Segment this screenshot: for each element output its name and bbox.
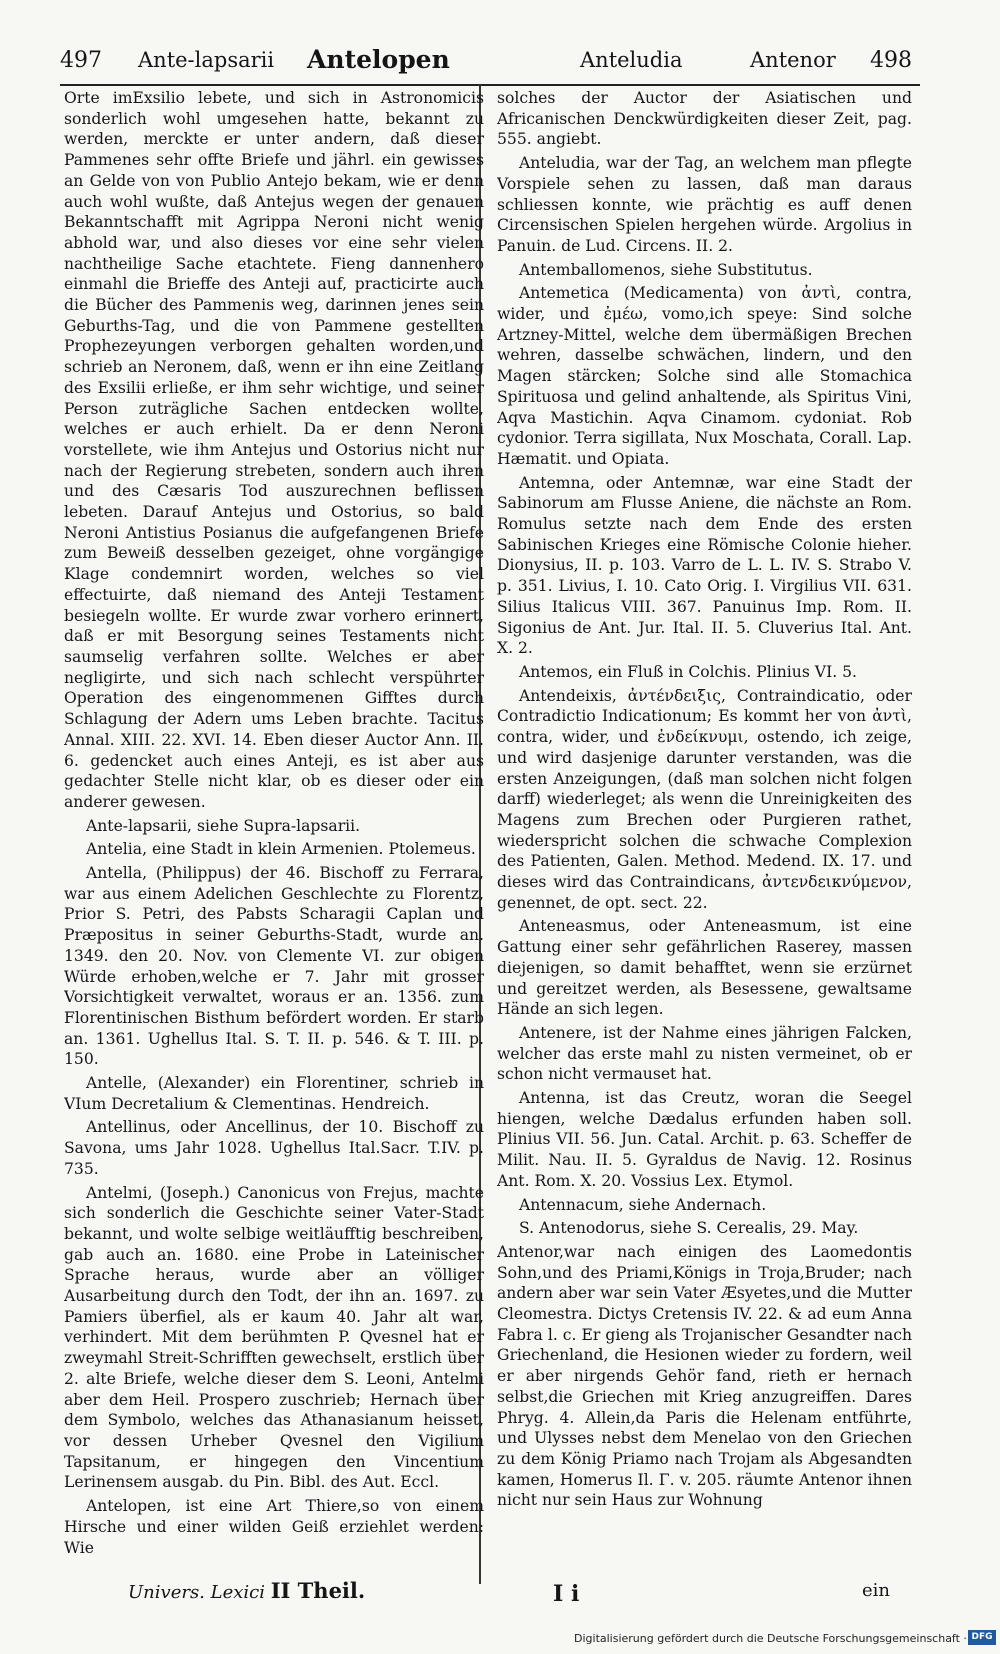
left-column (64, 88, 484, 1568)
entry-paragraph: Antelle, (Alexander) ein Florentiner, schrieb in VIum Decretalium & Clementinas. Hendreich. (64, 1074, 484, 1113)
entry-paragraph: Antelopen, ist eine Art Thiere,so von einem Hirsche und einer wilden Geiß erziehlet werden: Wie (64, 1497, 484, 1557)
entry-paragraph: Antelmi, (Joseph.) Canonicus von Frejus, machte sich sonderlich die Geschichte seiner Vater-Stadt bekannt, und wolte selbige weitläufftig beschreiben, gab auch an. 1680. eine Probe in Lateinischer Sprache heraus, wurde aber an völliger Ausarbeitung durch den Todt, der ihn an. 1697. zu Pamiers überfiel, als er kaum 40. Jahr alt war, verhindert. Mit dem berühmten P. Qvesnel hat er zweymahl Streit-Schrifften gewechselt, erstlich über 2. alte Briefe, welche dieser dem S. Leoni, Antelmi aber dem Heil. Prospero zuschrieb; Hernach über dem Symbolo, welches das Athanasianum heisset, vor dessen Urheber Qvesnel den Vigilium Tapsitanum, er hingegen den Vincentium Lerinensem ausgab. du Pin. Bibl. des Aut. Eccl. (64, 1183, 484, 1492)
volume-label-title: Univers. Lexici (128, 1582, 265, 1603)
right-page-number: 498 (870, 48, 912, 73)
entry-paragraph: Anteneasmus, oder Anteneasmum, ist eine Gattung einer sehr gefährlichen Raserey, massen diejenigen, so damit behafftet, wenn sie erzürnet und gereitzet werden, als Besessene, gewaltsame Hände an sich legen. (497, 917, 912, 1019)
entry-paragraph: Antendeixis, ἀντένδειξις, Contraindicatio, oder Contradictio Indicationum; Es kommt her von ἀντὶ, contra, wider, und ἐνδείκνυμι, ostendo, ich zeige, und wird dasjenige darunter verstanden, was die ersten Anzeigungen, (daß man solchen nicht folgen darff) wiederleget; als wenn die Unreinigkeiten des Magens zum Brechen oder Purgieren rathet, wiederspricht solchen die schwache Complexion des Patienten, Galen. Method. Medend. IX. 17. und dieses wird das Contraindicans, ἀντενδεικνύμενον, genennet, de opt. sect. 22. (497, 686, 912, 912)
entry-paragraph: Antenna, ist das Creutz, woran die Seegel hiengen, welche Dædalus erfunden haben soll. Plinius VII. 56. Jun. Catal. Archit. p. 63. Scheffer de Milit. Nau. II. 5. Gyraldus de Navig. 12. Rosinus Ant. Rom. X. 20. Vossius Lex. Etymol. (497, 1089, 912, 1190)
entry-paragraph: Antennacum, siehe Andernach. (519, 1195, 767, 1214)
volume-label-part: II Theil. (270, 1578, 366, 1603)
left-running-head: Ante-lapsarii (138, 48, 275, 72)
entry-paragraph: Ante-lapsarii, siehe Supra-lapsarii. (86, 816, 361, 835)
entry-paragraph: Antemetica (Medicamenta) von ἀντὶ, contra, wider, und ἐμέω, vomo,ich speye: Sind solche Artzney-Mittel, welche dem übermäßigen Brechen wehren, dasselbe schwächen, lindern, und den Magen stärcken; Solche sind alle Stomachica Spirituosa und gelind anhaltende, als Spiritus Vini, Aqva Mastichin. Aqva Cinamom. cydoniat. Rob cydonior. Terra sigillata, Nux Moschata, Corall. Lap. Hæmatit. und Opiata. (497, 284, 912, 468)
digitization-credit: Digitalisierung gefördert durch die Deutsche Forschungsgemeinschaft · (574, 1632, 967, 1645)
entry-paragraph: Antenere, ist der Nahme eines jährigen Falcken, welcher das erste mahl zu nisten vermeinet, ob er schon nicht vermauset hat. (497, 1023, 912, 1084)
left-page-number: 497 (60, 48, 102, 73)
volume-label (128, 1578, 365, 1603)
right-running-head-2: Antenor (750, 48, 836, 72)
entry-paragraph: Anteludia, war der Tag, an welchem man pflegte Vorspiele sehen zu lassen, daß man daraus schliessen konnte, wie prächtig es auff denen Circensischen Spielen hergehen würde. Argolius in Panuin. de Lud. Circens. II. 2. (497, 154, 912, 255)
entry-paragraph: S. Antenodorus, siehe S. Cerealis, 29. May. (519, 1219, 859, 1238)
entry-paragraph: solches der Auctor der Asiatischen und Africanischen Denckwürdigkeiten dieser Zeit, pag. 555. angiebt. (497, 89, 912, 149)
entry-paragraph: Antellinus, oder Ancellinus, der 10. Bischoff zu Savona, ums Jahr 1028. Ughellus Ital.Sacr. T.IV. p. 735. (64, 1118, 484, 1178)
entry-paragraph: Antemballomenos, siehe Substitutus. (519, 260, 813, 279)
entry-paragraph: Antenor,war nach einigen des Laomedontis Sohn,und des Priami,Königs in Troja,Bruder; nach andern aber war sein Vater Æsyetes,und die Mutter Cleomestra. Dictys Cretensis IV. 22. & ad eum Anna Fabra l. c. Er gieng als Trojanischer Gesandter nach Griechenland, die Hesionen wieder zu fordern, weil er aber nirgends Gehör fand, rieth er hernach selbst,die Griechen mit Krieg anzugreiffen. Dares Phryg. 4. Allein,da Paris die Helenam entführte, und Ulysses nebst dem Menelao von den Griechen zu dem König Priamo nach Trojam als Abgesandten kamen, Homerus Il. Γ. v. 205. räumte Antenor ihnen nicht nur sein Haus zur Wohnung (497, 1242, 912, 1510)
entry-paragraph: Antelia, eine Stadt in klein Armenien. Ptolemeus. (86, 840, 476, 859)
page-header (60, 44, 920, 86)
entry-paragraph: Antella, (Philippus) der 46. Bischoff zu Ferrara, war aus einem Adelichen Geschlechte zu Florentz, Prior S. Petri, des Pabsts Scharagii Caplan und Præpositus in seiner Geburths-Stadt, wurde an. 1349. den 20. Nov. von Clemente VI. zur obigen Würde erhoben,welche er 7. Jahr mit grosser Vorsichtigkeit verwaltet, woraus er an. 1356. zum Florentinischen Bisthum befördert worden. Er starb an. 1361. Ughellus Ital. S. T. II. p. 546. & T. III. p. 150. (64, 864, 484, 1069)
entry-paragraph: Orte imExsilio lebete, und sich in Astronomicis sonderlich wohl umgesehen hatte, bekannt zu werden, merckte er unter andern, daß dieser Pammenes sehr offte Briefe und jährl. ein gewisses an Gelde von von Publio Antejo bekam, wie er denn auch wohl wußte, daß Antejus wegen der genauen Bekanntschafft mit Agrippa Neroni nicht wenig abhold war, und also dieses vor eine sehr vielen nachtheilige Sache etachtete. Fieng dannenhero einmahl die Brieffe des Anteji auf, practicirte auch die Bücher des Pammenis weg, darinnen jenes sein Geburths-Tag, und die von Pammene gestellten Prophezeyungen verborgen gehalten worden,und schrieb an Neronem, daß, wenn er ihn eine Zeitlang des Exsilii erließe, er ihm sehr wichtige, und seiner Person zuträgliche Sachen entdecken wollte, welches er auch erhielt. Da er denn Neroni vorstellete, wie ihm Antejus und Ostorius nicht nur nach der Regierung strebeten, sondern auch ihren und des Cæsaris Tod auszurechnen beflissen lebeten. Darauf Antejus und Ostorius, so bald Neroni Antistius Posianus die aufgefangenen Briefe zum Beweiß desselben gezeiget, ohne vorgängige Klage condemnirt worden, welches so viel effectuirte, daß niemand des Anteji Testament besiegeln wollte. Er wurde zwar vorhero erinnert, daß er mit Besorgung seines Testaments nicht saumselig verfahren sollte. Welches er aber negligirte, und sich nach schlecht verspührter Operation des eingenommenen Gifftes durch Schlagung der Adern ums Leben brachte. Tacitus Annal. XIII. 22. XVI. 14. Eben dieser Auctor Ann. II. 6. gedencket auch eines Anteji, es ist aber aus gedachter Stelle nicht klar, ob es dieser oder ein anderer gewesen. (64, 89, 484, 811)
signature-mark: I i (553, 1581, 580, 1607)
center-running-head: Antelopen (307, 45, 450, 74)
right-column (497, 88, 912, 1568)
catchword: ein (862, 1580, 891, 1601)
right-running-head-1: Anteludia (580, 48, 683, 72)
entry-paragraph: Antemos, ein Fluß in Colchis. Plinius VI. 5. (519, 662, 858, 681)
entry-paragraph: Antemna, oder Antemnæ, war eine Stadt der Sabinorum am Flusse Aniene, die nächste an Rom. Romulus setzte nach dem Ende des ersten Sabinischen Krieges eine Römische Colonie hieher. Dionysius, II. p. 103. Varro de L. L. IV. S. Strabo V. p. 351. Livius, I. 10. Cato Orig. I. Virgilius VII. 631. Silius Italicus VIII. 367. Panuinus Imp. Rom. II. Sigonius de Ant. Jur. Ital. II. 5. Cluverius Ital. Ant. X. 2. (497, 473, 912, 658)
dfg-logo: DFG (968, 1630, 996, 1645)
